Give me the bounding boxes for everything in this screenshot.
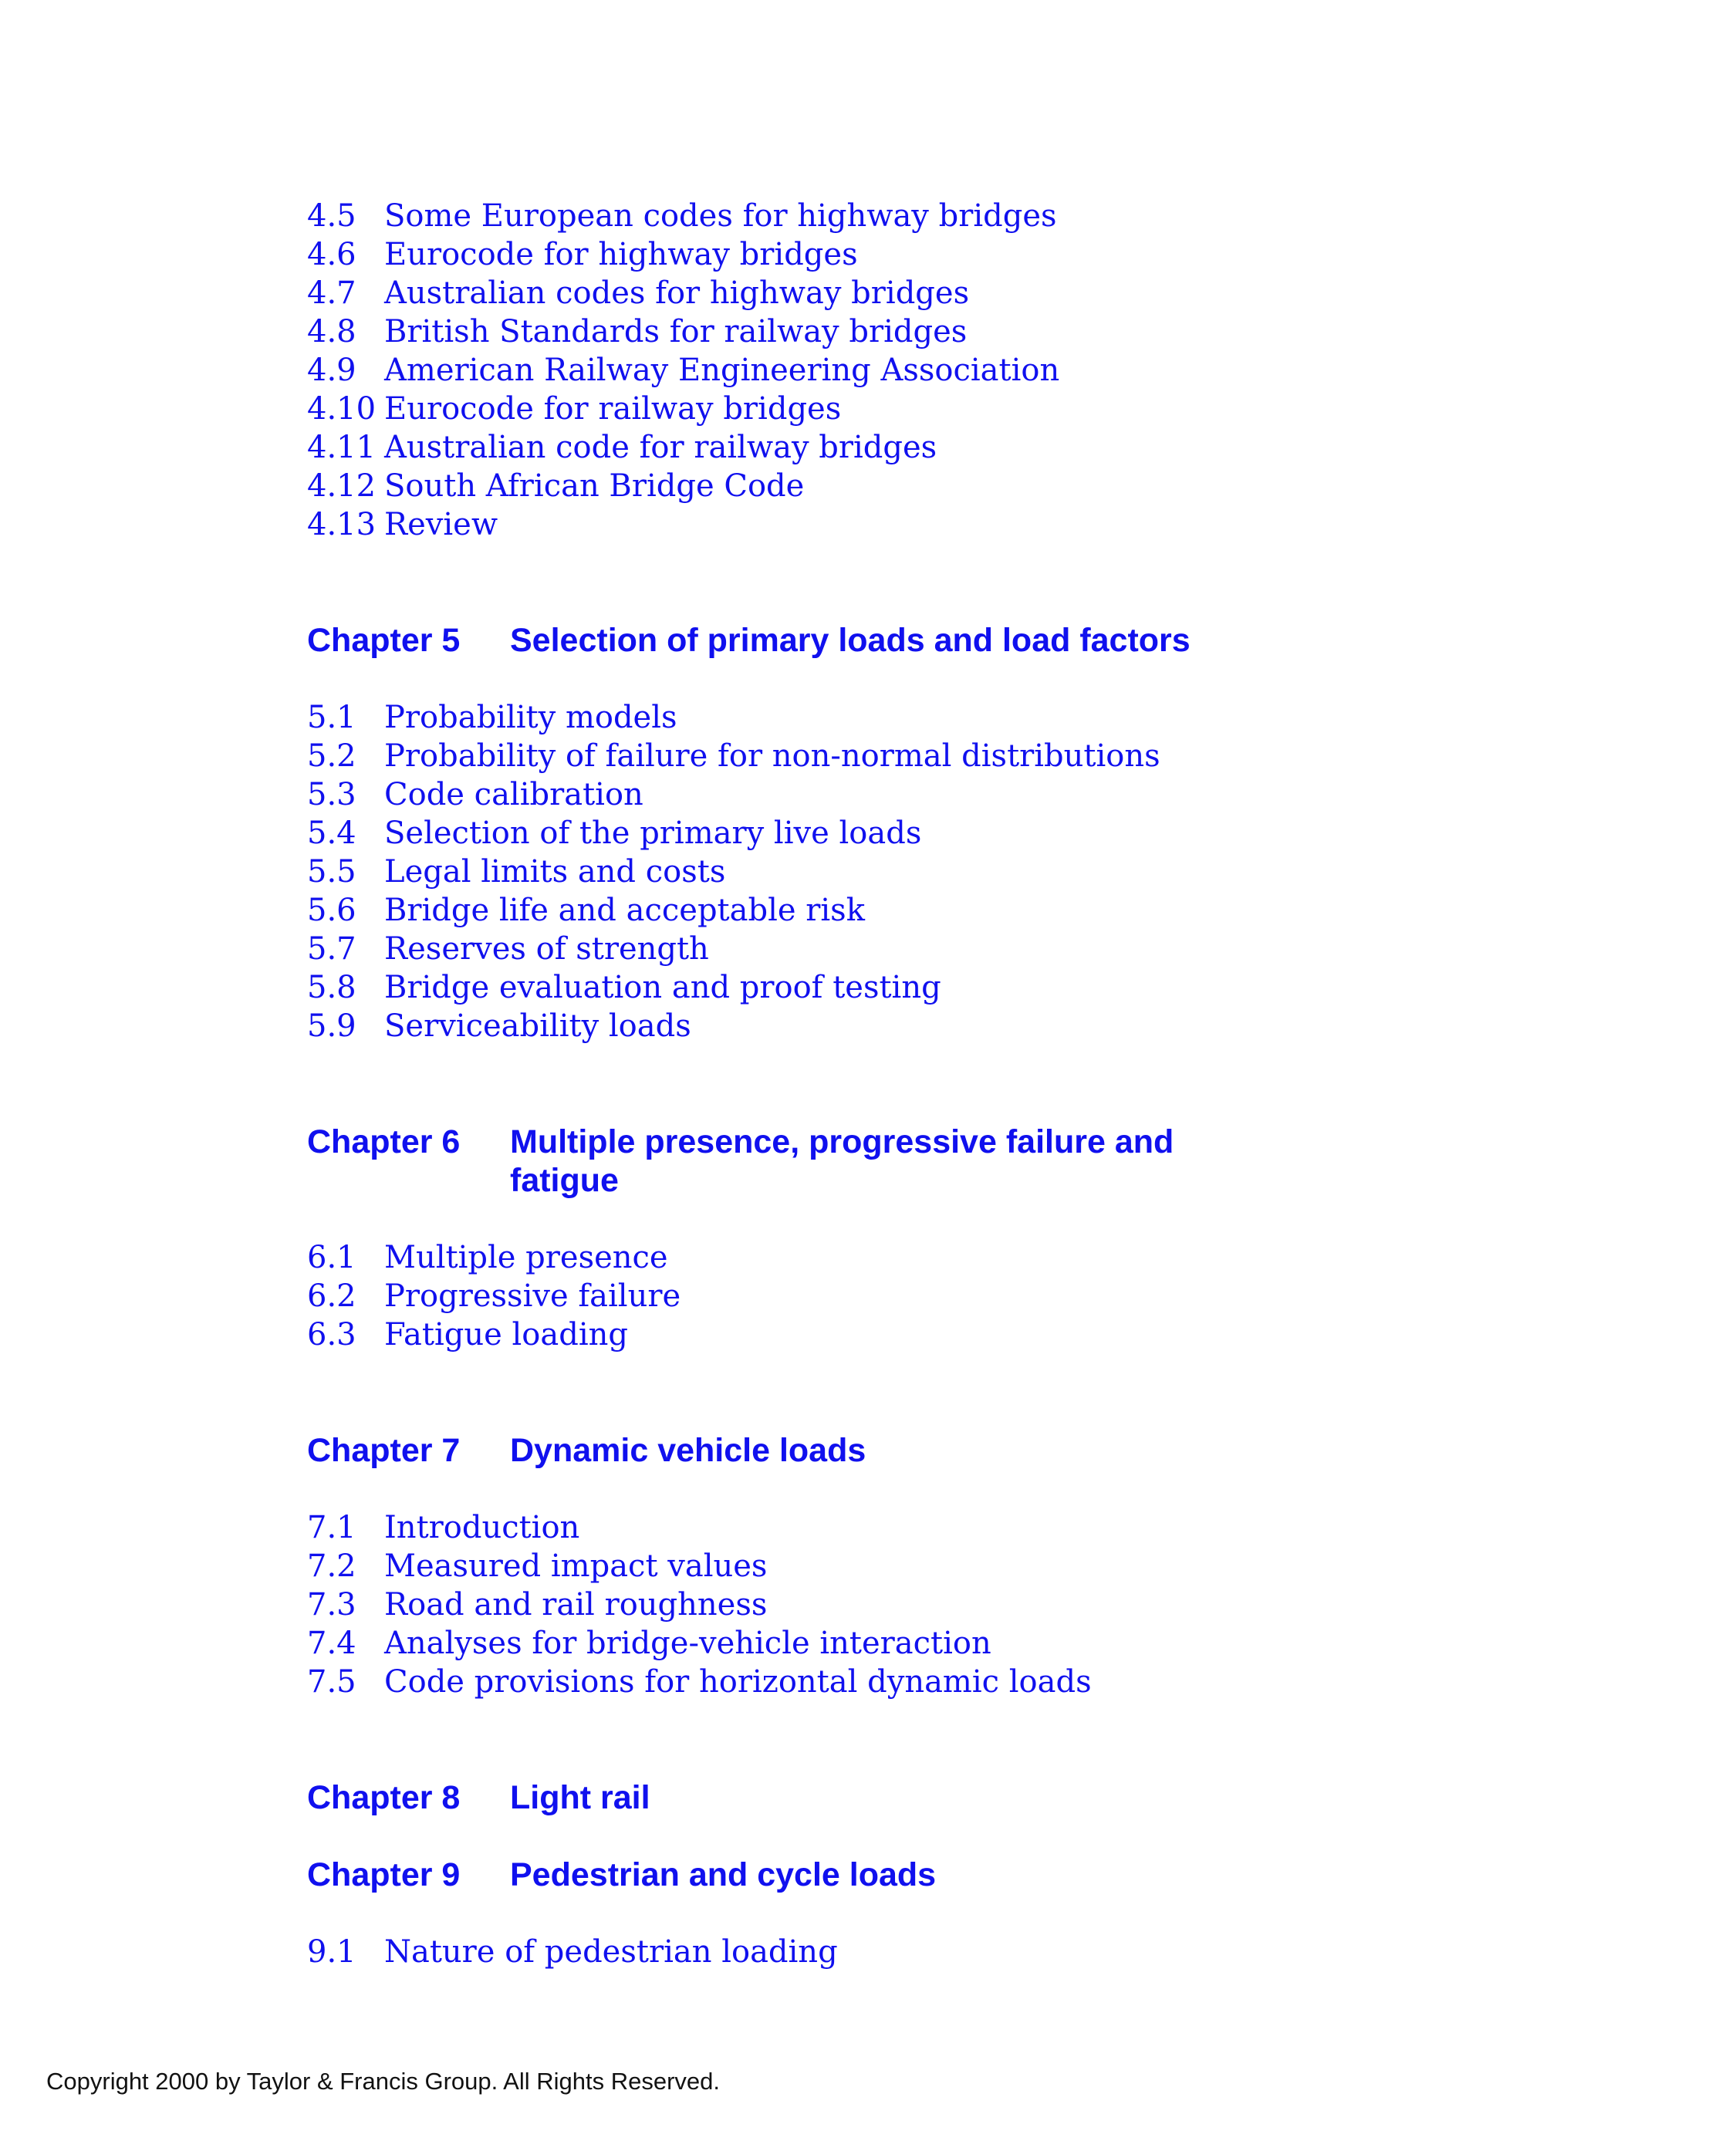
section-number: 5.3: [307, 777, 356, 812]
section-title: American Railway Engineering Association: [384, 353, 1060, 388]
spacer: [307, 1045, 1619, 1123]
toc-entry: [307, 467, 1619, 505]
section-title: Code calibration: [384, 777, 643, 812]
chapter-6-section-list: [307, 1238, 1619, 1354]
section-number: 7.3: [307, 1587, 356, 1623]
section-title: Eurocode for railway bridges: [384, 391, 842, 427]
spacer: [307, 1470, 1619, 1508]
section-number: 5.5: [307, 854, 356, 890]
toc-entry: [307, 1277, 1619, 1315]
toc-entry: [307, 968, 1619, 1007]
section-number: 5.2: [307, 738, 356, 774]
section-number: 4.7: [307, 275, 356, 311]
section-title: Review: [384, 507, 498, 542]
section-title: Probability models: [384, 700, 677, 735]
spacer: [307, 1894, 1619, 1933]
toc-entry: [307, 930, 1619, 968]
chapter-9-heading: [307, 1856, 1619, 1894]
toc-entry: [307, 698, 1619, 737]
toc-entry: [307, 1007, 1619, 1045]
section-number: 6.3: [307, 1317, 356, 1352]
section-title: Bridge evaluation and proof testing: [384, 970, 941, 1005]
section-number: 7.1: [307, 1510, 356, 1545]
toc-entry: [307, 274, 1619, 312]
chapter-title: Selection of primary loads and load factors: [510, 622, 1191, 659]
section-number: 4.5: [307, 198, 356, 234]
section-title: Road and rail roughness: [384, 1587, 768, 1623]
section-title: Australian codes for highway bridges: [384, 275, 970, 311]
toc-entry: [307, 1238, 1619, 1277]
section-title: Australian code for railway bridges: [384, 430, 937, 465]
section-title: Progressive failure: [384, 1278, 681, 1314]
section-number: 4.11: [307, 430, 377, 465]
chapter-4-section-list: [307, 197, 1619, 544]
section-title: Probability of failure for non-normal distributions: [384, 738, 1160, 774]
section-number: 6.2: [307, 1278, 356, 1314]
chapter-label: Chapter 6: [307, 1123, 461, 1160]
section-number: 6.1: [307, 1240, 356, 1275]
section-title: Analyses for bridge-vehicle interaction: [384, 1626, 991, 1661]
section-title: Some European codes for highway bridges: [384, 198, 1057, 234]
section-number: 4.6: [307, 237, 356, 272]
section-number: 7.2: [307, 1548, 356, 1584]
section-title: Multiple presence: [384, 1240, 668, 1275]
chapter-label: Chapter 8: [307, 1779, 461, 1816]
section-number: 9.1: [307, 1934, 356, 1970]
chapter-8-heading: [307, 1778, 1619, 1817]
section-number: 4.9: [307, 353, 356, 388]
section-title: British Standards for railway bridges: [384, 314, 968, 350]
section-title: Serviceability loads: [384, 1008, 691, 1044]
toc-entry: [307, 737, 1619, 775]
section-title: Measured impact values: [384, 1548, 768, 1584]
copyright-notice: Copyright 2000 by Taylor & Francis Group. All Rights Reserved.: [46, 2068, 720, 2095]
toc-entry: [307, 853, 1619, 891]
section-title: Introduction: [384, 1510, 580, 1545]
section-title: Nature of pedestrian loading: [384, 1934, 838, 1970]
toc-entry: [307, 505, 1619, 544]
section-title: Fatigue loading: [384, 1317, 628, 1352]
section-title: Bridge life and acceptable risk: [384, 893, 865, 928]
chapter-title: Multiple presence, progressive failure and fatigue: [510, 1123, 1174, 1199]
table-of-contents: [307, 197, 1619, 1971]
toc-entry: [307, 814, 1619, 853]
toc-entry: [307, 1933, 1619, 1971]
section-title: South African Bridge Code: [384, 468, 805, 504]
section-number: 5.4: [307, 816, 356, 851]
section-number: 4.8: [307, 314, 356, 350]
toc-entry: [307, 1663, 1619, 1701]
section-title: Selection of the primary live loads: [384, 816, 922, 851]
toc-entry: [307, 1624, 1619, 1663]
toc-entry: [307, 1585, 1619, 1624]
spacer: [307, 1354, 1619, 1431]
section-number: 5.8: [307, 970, 356, 1005]
section-title: Reserves of strength: [384, 931, 709, 967]
section-number: 5.6: [307, 893, 356, 928]
section-number: 5.9: [307, 1008, 356, 1044]
chapter-6-heading: [307, 1123, 1619, 1200]
spacer: [307, 1701, 1619, 1778]
chapter-title: Dynamic vehicle loads: [510, 1432, 866, 1469]
section-number: 5.1: [307, 700, 356, 735]
toc-entry: [307, 197, 1619, 235]
spacer: [307, 544, 1619, 621]
section-number: 7.4: [307, 1626, 356, 1661]
toc-entry: [307, 390, 1619, 428]
toc-entry: [307, 1547, 1619, 1585]
spacer: [307, 1817, 1619, 1856]
chapter-title: Light rail: [510, 1779, 650, 1816]
chapter-7-heading: [307, 1431, 1619, 1470]
section-number: 4.10: [307, 391, 377, 427]
chapter-label: Chapter 5: [307, 622, 461, 659]
spacer: [307, 1200, 1619, 1238]
spacer: [307, 660, 1619, 698]
toc-entry: [307, 428, 1619, 467]
toc-entry: [307, 235, 1619, 274]
toc-entry: [307, 775, 1619, 814]
toc-entry: [307, 351, 1619, 390]
chapter-9-section-list: [307, 1933, 1619, 1971]
section-number: 7.5: [307, 1664, 356, 1700]
section-title: Eurocode for highway bridges: [384, 237, 858, 272]
section-number: 4.12: [307, 468, 377, 504]
chapter-5-section-list: [307, 698, 1619, 1045]
toc-entry: [307, 1315, 1619, 1354]
toc-entry: [307, 312, 1619, 351]
section-title: Legal limits and costs: [384, 854, 726, 890]
section-title: Code provisions for horizontal dynamic loads: [384, 1664, 1092, 1700]
chapter-label: Chapter 9: [307, 1856, 461, 1893]
chapter-label: Chapter 7: [307, 1432, 461, 1469]
section-number: 4.13: [307, 507, 377, 542]
toc-entry: [307, 891, 1619, 930]
chapter-5-heading: [307, 621, 1619, 660]
chapter-7-section-list: [307, 1508, 1619, 1701]
section-number: 5.7: [307, 931, 356, 967]
toc-entry: [307, 1508, 1619, 1547]
chapter-title: Pedestrian and cycle loads: [510, 1856, 937, 1893]
